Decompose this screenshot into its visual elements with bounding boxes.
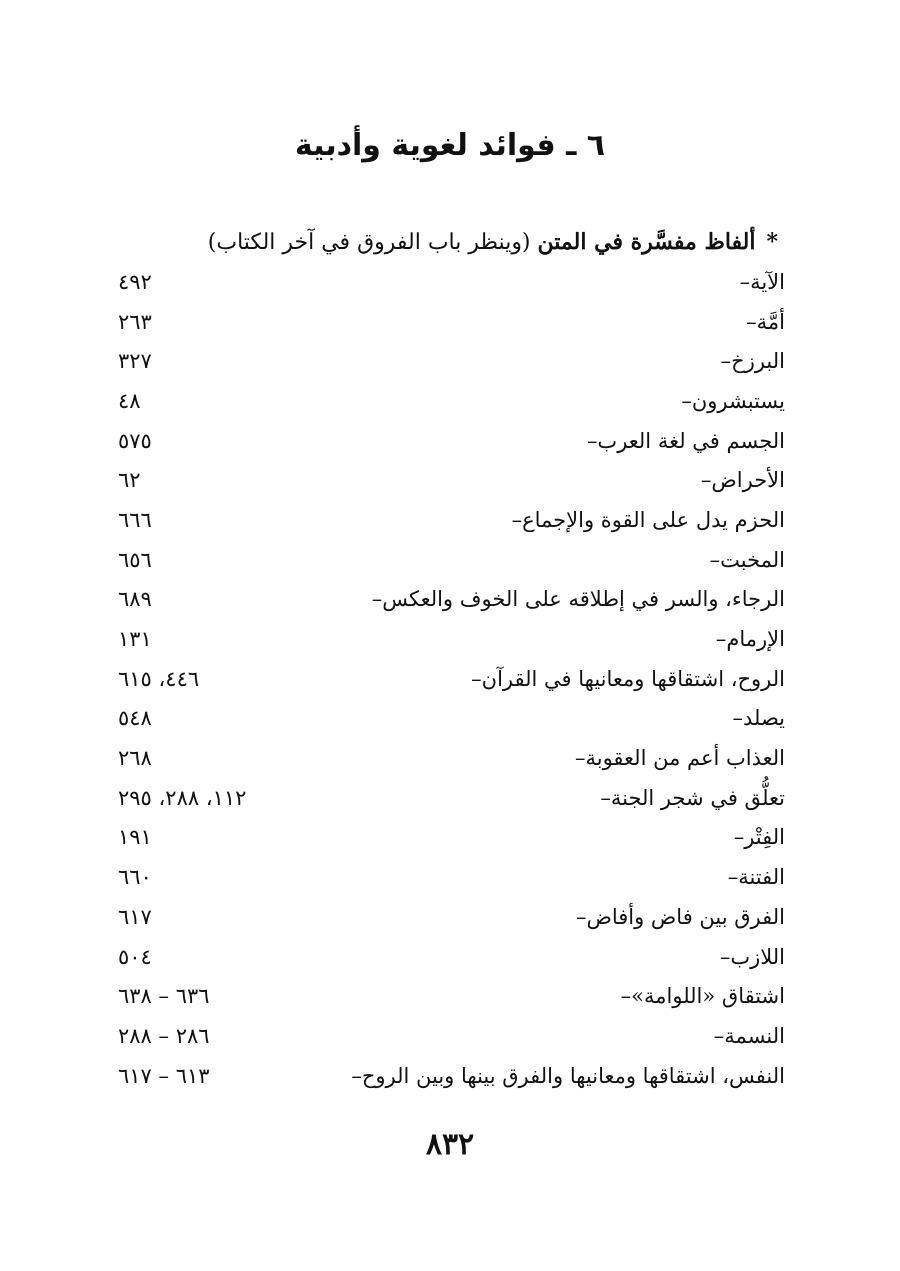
entry-dash: – bbox=[586, 428, 598, 453]
entry-term-group bbox=[694, 865, 785, 889]
entry-page-refs: ٢٨٦ – ٢٨٨ bbox=[118, 1023, 210, 1048]
entry-term: الحزم يدل على القوة والإجماع bbox=[522, 507, 785, 532]
entry-page-refs: ٤٨ bbox=[118, 388, 141, 413]
entry-term: اللازب bbox=[730, 944, 785, 969]
entry-term: أمَّة bbox=[756, 309, 785, 334]
entry-term-group bbox=[667, 468, 785, 492]
entry-term-group bbox=[318, 1064, 785, 1088]
entry-term-group bbox=[478, 508, 785, 532]
entry-term-group bbox=[587, 984, 785, 1008]
index-entry bbox=[100, 1056, 785, 1096]
entry-term: الفتنة bbox=[738, 865, 785, 890]
entry-term-group bbox=[338, 587, 785, 611]
entry-term-group bbox=[699, 706, 785, 730]
entry-dash: – bbox=[600, 785, 611, 810]
index-entry bbox=[100, 540, 785, 580]
entry-dash: – bbox=[574, 746, 586, 771]
entry-term: الجسم في لغة العرب bbox=[597, 428, 785, 453]
index-entry bbox=[100, 659, 785, 699]
entry-dash: – bbox=[371, 587, 383, 612]
index-entry bbox=[100, 976, 785, 1016]
page-number: ٨٣٢ bbox=[425, 1127, 475, 1162]
page-title: ٦ ـ فوائد لغوية وأدبية bbox=[294, 128, 606, 163]
entry-dash: – bbox=[713, 1023, 725, 1048]
entry-page-refs: ٦٢ bbox=[118, 468, 141, 493]
entry-page-refs: ١٣١ bbox=[118, 627, 152, 652]
entry-term: يصلد bbox=[742, 706, 785, 731]
entry-term: الروح، اشتقاقها ومعانيها في القرآن bbox=[481, 666, 785, 691]
index-entry-list bbox=[100, 262, 785, 1095]
entry-term-group bbox=[567, 786, 785, 810]
entry-dash: – bbox=[733, 825, 745, 850]
index-entry bbox=[100, 341, 785, 381]
entry-dash: – bbox=[732, 706, 743, 731]
index-entry bbox=[100, 302, 785, 342]
entry-page-refs: ٦١٧ bbox=[118, 904, 152, 929]
entry-dash: – bbox=[727, 865, 739, 890]
entry-term-group bbox=[700, 825, 785, 849]
entry-term-group bbox=[553, 429, 785, 453]
index-entry bbox=[100, 937, 785, 977]
entry-dash: – bbox=[351, 1063, 362, 1088]
index-entry bbox=[100, 262, 785, 302]
entry-term: الآية bbox=[750, 269, 785, 294]
entry-page-refs: ١٩١ bbox=[118, 825, 152, 850]
section-heading-text: ألفاظ مفسَّرة في المتن bbox=[537, 229, 756, 255]
entry-dash: – bbox=[720, 349, 732, 374]
entry-term-group bbox=[682, 627, 785, 651]
entry-term: الأحراض bbox=[711, 468, 785, 493]
entry-page-refs: ٦٣٦ – ٦٣٨ bbox=[118, 984, 210, 1009]
section-heading bbox=[118, 222, 778, 263]
entry-dash: – bbox=[620, 984, 632, 1009]
entry-page-refs: ٤٩٢ bbox=[118, 269, 152, 294]
entry-page-refs: ٢٦٣ bbox=[118, 309, 152, 334]
entry-term: المخبت bbox=[720, 547, 785, 572]
entry-term: العذاب أعم من العقوبة bbox=[585, 746, 785, 771]
entry-dash: – bbox=[746, 309, 757, 334]
entry-page-refs: ٤٤٦، ٦١٥ bbox=[118, 666, 200, 691]
entry-dash: – bbox=[681, 388, 692, 413]
entry-page-refs: ٦٨٩ bbox=[118, 587, 152, 612]
index-entry bbox=[100, 381, 785, 421]
entry-dash: – bbox=[719, 944, 731, 969]
entry-term: البرزخ bbox=[731, 349, 785, 374]
index-entry bbox=[100, 580, 785, 620]
entry-page-refs: ٢٦٨ bbox=[118, 746, 152, 771]
entry-term-group bbox=[713, 310, 785, 334]
entry-page-refs: ٥٠٤ bbox=[118, 944, 152, 969]
entry-page-refs: ١١٢، ٢٨٨، ٢٩٥ bbox=[118, 785, 247, 810]
entry-dash: – bbox=[715, 627, 727, 652]
entry-term-group bbox=[686, 945, 785, 969]
entry-page-refs: ٥٧٥ bbox=[118, 428, 152, 453]
entry-dash: – bbox=[709, 547, 721, 572]
entry-dash: – bbox=[700, 468, 712, 493]
entry-dash: – bbox=[739, 269, 751, 294]
index-entry bbox=[100, 897, 785, 937]
index-entry bbox=[100, 421, 785, 461]
entry-term-group bbox=[648, 389, 785, 413]
entry-page-refs: ٦٦٦ bbox=[118, 507, 152, 532]
index-entry bbox=[100, 778, 785, 818]
entry-term: الفِتْر bbox=[744, 825, 785, 850]
entry-dash: – bbox=[511, 507, 523, 532]
entry-term-group bbox=[676, 548, 785, 572]
entry-term: الفرق بين فاض وأفاض bbox=[586, 904, 785, 929]
index-entry bbox=[100, 699, 785, 739]
entry-page-refs: ٦٦٠ bbox=[118, 865, 152, 890]
entry-term: الرجاء، والسر في إطلاقه على الخوف والعكس bbox=[382, 587, 785, 612]
index-entry bbox=[100, 500, 785, 540]
entry-dash: – bbox=[575, 904, 587, 929]
index-entry bbox=[100, 619, 785, 659]
index-entry bbox=[100, 1016, 785, 1056]
entry-term-group bbox=[542, 905, 785, 929]
entry-page-refs: ٣٢٧ bbox=[118, 349, 152, 374]
entry-term: تعلُّق في شجر الجنة bbox=[610, 785, 785, 810]
entry-term-group bbox=[687, 349, 785, 373]
index-entry bbox=[100, 738, 785, 778]
entry-page-refs: ٦١٣ – ٦١٧ bbox=[118, 1063, 210, 1088]
entry-term-group bbox=[680, 1024, 785, 1048]
section-marker: * bbox=[766, 229, 778, 255]
entry-term: النفس، اشتقاقها ومعانيها والفرق بينها وبين الروح bbox=[361, 1063, 785, 1088]
entry-page-refs: ٦٥٦ bbox=[118, 547, 152, 572]
entry-page-refs: ٥٤٨ bbox=[118, 706, 152, 731]
entry-term-group bbox=[706, 270, 785, 294]
entry-term: الإرمام bbox=[726, 627, 785, 652]
entry-term-group bbox=[438, 667, 785, 691]
entry-dash: – bbox=[471, 666, 482, 691]
entry-term: يستبشرون bbox=[691, 388, 785, 413]
index-entry bbox=[100, 857, 785, 897]
section-note: (وينظر باب الفروق في آخر الكتاب) bbox=[207, 230, 531, 255]
index-entry bbox=[100, 818, 785, 858]
entry-term: النسمة bbox=[724, 1023, 785, 1048]
index-entry bbox=[100, 460, 785, 500]
entry-term: اشتقاق «اللوامة» bbox=[631, 984, 785, 1009]
entry-term-group bbox=[541, 746, 785, 770]
